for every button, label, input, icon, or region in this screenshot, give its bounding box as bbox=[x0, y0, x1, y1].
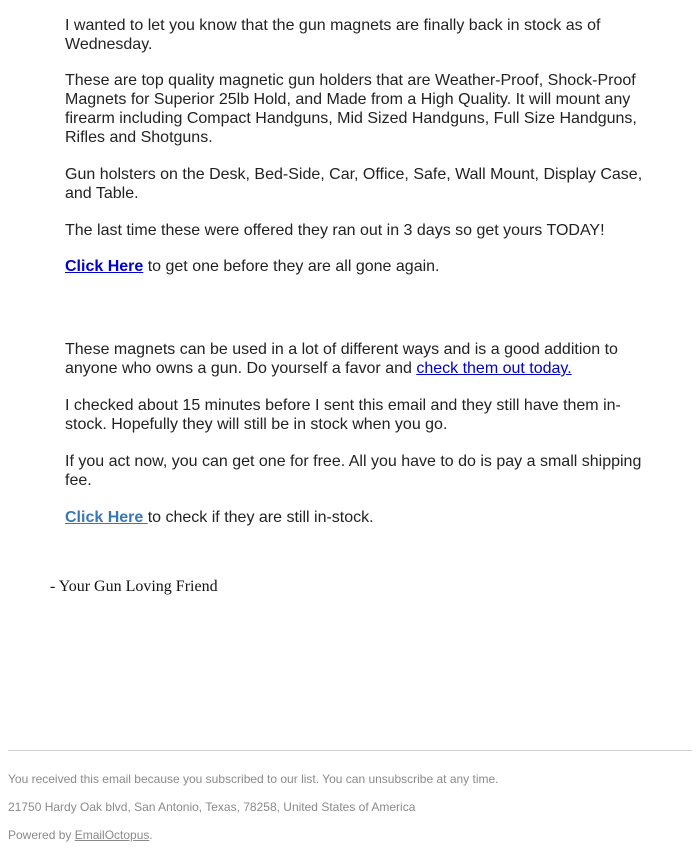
stock-check-paragraph: I checked about 15 minutes before I sent this email and they still have them in-stock. Hopefully they will still be in stock when you go. bbox=[65, 397, 621, 433]
check-them-out-link[interactable]: check them out today. bbox=[416, 360, 572, 377]
powered-by-prefix: Powered by bbox=[8, 828, 75, 842]
cta-paragraph-1-text: to get one before they are all gone again. bbox=[143, 258, 440, 275]
cta-paragraph-2-text: to check if they are still in-stock. bbox=[147, 509, 374, 526]
uses-paragraph bbox=[65, 340, 655, 378]
emailoctopus-link[interactable]: EmailOctopus bbox=[74, 828, 150, 842]
urgency-paragraph: The last time these were offered they ran out in 3 days so get yours TODAY! bbox=[65, 222, 605, 239]
sender-address: 21750 Hardy Oak blvd, San Antonio, Texas, 78258, United States of America bbox=[8, 800, 416, 814]
click-here-link-2[interactable]: Click Here bbox=[65, 509, 148, 526]
powered-by bbox=[8, 828, 153, 842]
footer-divider bbox=[8, 750, 692, 751]
product-description-paragraph: These are top quality magnetic gun holders that are Weather-Proof, Shock-Proof Magnets for Superior 25lb Hold, and Made from a High Quality. It will mount any firearm including Compact Handguns, Mid Sized Handguns, Full Size Handguns, Rifles and Shotguns. bbox=[65, 72, 637, 146]
cta-paragraph-1 bbox=[65, 257, 655, 276]
powered-by-suffix: . bbox=[149, 828, 153, 842]
use-locations-paragraph: Gun holsters on the Desk, Bed-Side, Car, Office, Safe, Wall Mount, Display Case, and Table. bbox=[65, 166, 643, 202]
free-offer-paragraph: If you act now, you can get one for free. All you have to do is pay a small shipping fee. bbox=[65, 453, 642, 489]
signature: - Your Gun Loving Friend bbox=[50, 578, 218, 595]
cta-paragraph-2 bbox=[65, 508, 655, 527]
intro-paragraph: I wanted to let you know that the gun magnets are finally back in stock as of Wednesday. bbox=[65, 17, 601, 53]
subscription-note: You received this email because you subscribed to our list. You can unsubscribe at any time. bbox=[8, 772, 499, 786]
uses-paragraph-text: These magnets can be used in a lot of different ways and is a good addition to anyone who owns a gun. Do yourself a favor and bbox=[65, 341, 618, 377]
click-here-link-1[interactable]: Click Here bbox=[65, 258, 144, 275]
email-body bbox=[65, 16, 655, 527]
